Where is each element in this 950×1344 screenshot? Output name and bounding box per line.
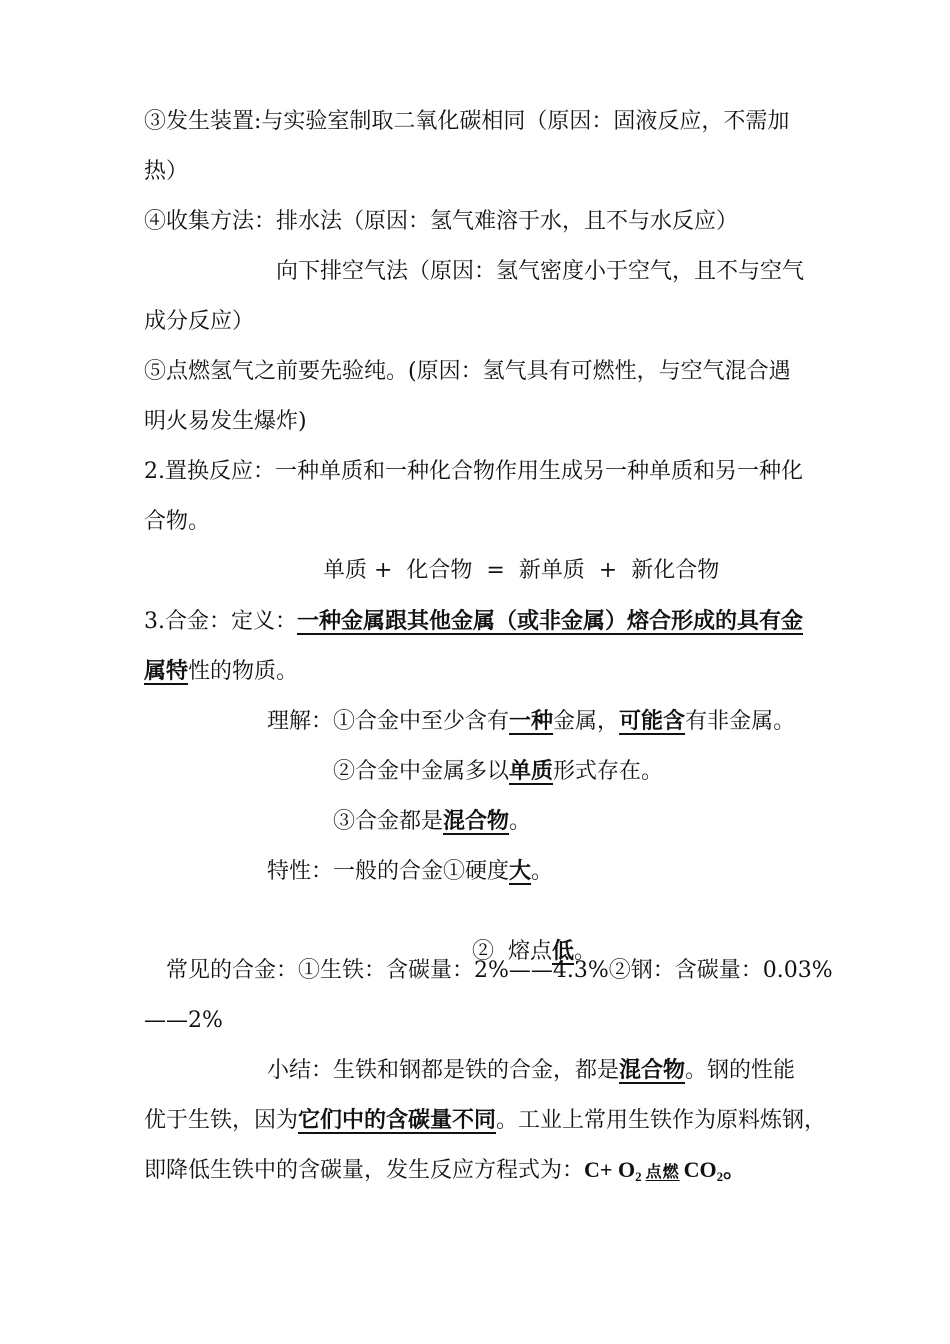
alloy-def-key: 一种金属跟其他金属（或非金属）熔合形成的具有金 [297,608,804,634]
summary-1-key: 混合物 [619,1057,686,1083]
displacement-definition: 2.置换反应：一种单质和一种化合物作用生成另一种单质和另一种化 [144,459,803,484]
property-1-text: 特性：一般的合金①硬度 [267,859,510,884]
alloy-definition [144,606,803,637]
understanding-1-key2: 可能含 [619,708,686,734]
property-2-key: 低 [551,938,574,964]
chemical-equation [584,1157,745,1182]
alloy-definition-cont [144,656,298,687]
property-1-end: 。 [531,859,554,884]
apparatus-line: ③发生装置:与实验室制取二氧化碳相同（原因：固液反应，不需加 [144,109,790,134]
common-alloys: 常见的合金：①生铁：含碳量：2%——4.3%②钢：含碳量：0.03% [166,958,833,983]
property-1-key: 大 [509,858,532,884]
equation-end: 。 [723,1157,746,1182]
understanding-1 [267,706,795,737]
purity-line-cont: 明火易发生爆炸) [144,409,307,434]
understanding-1-text: 理解：①合金中至少含有 [267,709,510,734]
summary-2 [144,1105,826,1136]
alloy-def-suffix: 性的物质。 [188,659,299,684]
understanding-1-end: 有非金属。 [685,709,796,734]
collection-alt-line: 向下排空气法（原因：氢气密度小于空气，且不与空气 [276,259,805,284]
displacement-formula: 单质 + 化合物 = 新单质 + 新化合物 [323,558,720,583]
common-alloys-cont: ——2% [144,1008,223,1033]
understanding-1-key1: 一种 [509,708,554,734]
understanding-2-text: ②合金中金属多以 [333,759,510,784]
understanding-2 [333,756,663,787]
equation-subscript-1: 2 [635,1169,642,1184]
purity-line: ⑤点燃氢气之前要先验纯。(原因：氢气具有可燃性，与空气混合遇 [144,359,791,384]
equation-subscript-2: 2 [716,1169,724,1184]
apparatus-line-cont: 热） [144,159,189,184]
summary-2-text: 优于生铁，因为 [144,1108,299,1133]
property-2-text: ② 熔点 [471,939,552,964]
alloy-def-prefix: 3.合金：定义： [144,609,297,634]
understanding-2-end: 形式存在。 [553,759,664,784]
understanding-3-key: 混合物 [443,808,510,834]
collection-alt-line-cont: 成分反应） [144,309,255,334]
understanding-2-key: 单质 [509,758,554,784]
displacement-definition-cont: 合物。 [144,509,211,534]
understanding-3-text: ③合金都是 [333,809,444,834]
alloy-def-key-cont: 属特 [144,658,189,684]
equation-product: CO [683,1157,717,1182]
understanding-3 [333,806,531,837]
summary-1 [267,1055,795,1086]
equation-reactants: C+ O [584,1157,636,1182]
collection-line: ④收集方法：排水法（原因：氢气难溶于水，且不与水反应） [144,209,739,234]
summary-2-key: 它们中的含碳量不同 [298,1107,497,1133]
understanding-3-end: 。 [509,809,532,834]
summary-1-text: 小结：生铁和钢都是铁的合金，都是 [267,1058,620,1083]
property-1 [267,856,553,887]
summary-2-end: 。工业上常用生铁作为原料炼钢， [496,1108,827,1133]
equation-condition: 点燃 [645,1164,680,1181]
understanding-1-mid: 金属， [553,709,620,734]
summary-1-end: 。钢的性能 [685,1058,796,1083]
property-2-end: 。 [574,939,597,964]
summary-3-text: 即降低生铁中的含碳量，发生反应方程式为： [144,1158,585,1183]
summary-3 [144,1155,745,1192]
